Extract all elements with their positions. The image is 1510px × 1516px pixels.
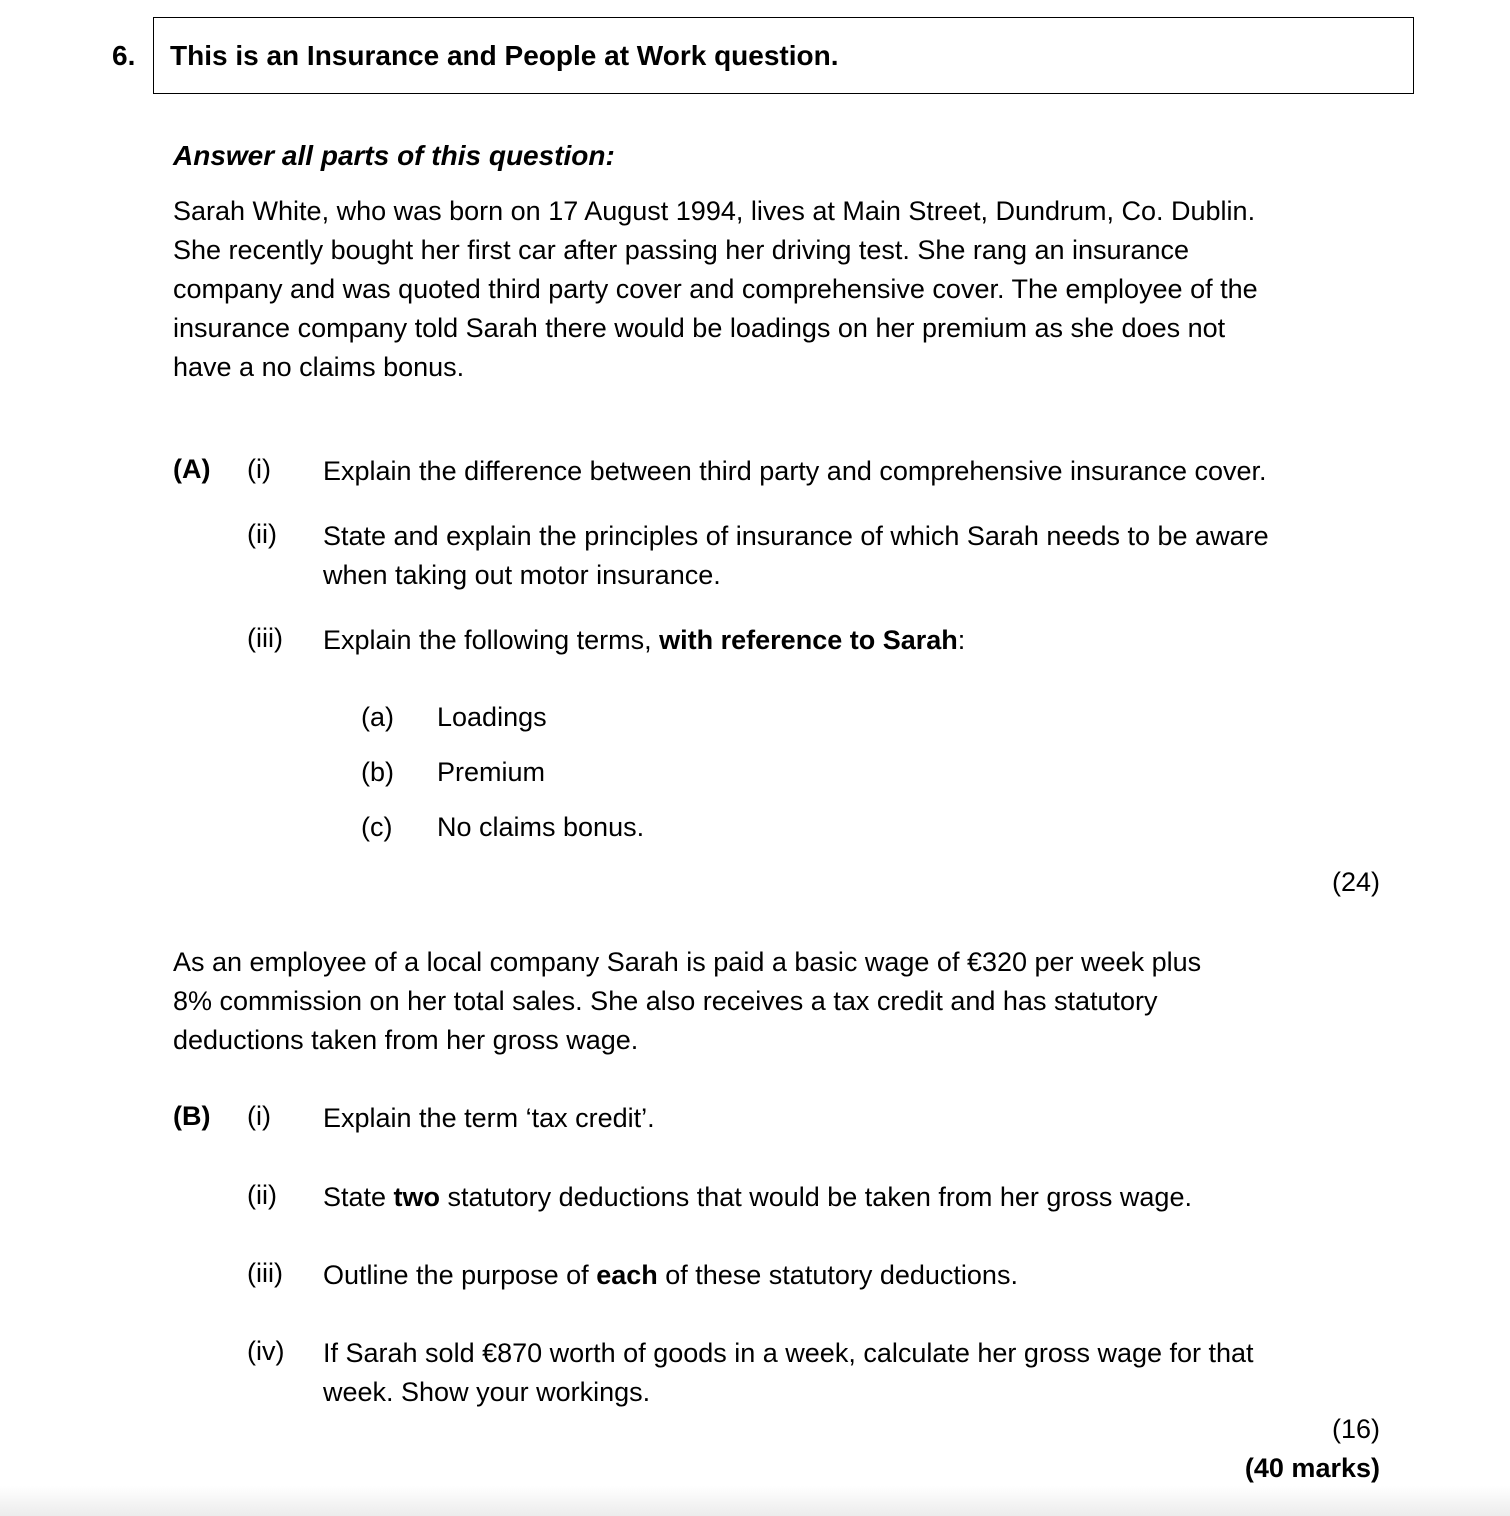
intro-line: insurance company told Sarah there would be loadings on her premium as she does not — [173, 313, 1226, 343]
part-b-iii-text — [323, 1256, 1018, 1295]
part-a-marks: (24) — [1331, 867, 1380, 897]
part-b-iv-text — [323, 1334, 1254, 1412]
middle-line: As an employee of a local company Sarah is paid a basic wage of €320 per week plus — [173, 947, 1202, 977]
part-a-iii-text-post: : — [957, 625, 966, 655]
question-number: 6. — [112, 40, 136, 71]
part-a-iii-text-pre: Explain the following terms, — [323, 625, 660, 655]
part-b-marks: (16) — [1331, 1414, 1380, 1444]
part-b-iv-num: (iv) — [247, 1336, 285, 1366]
part-b-ii-num: (ii) — [247, 1180, 277, 1210]
intro-line: company and was quoted third party cover and comprehensive cover. The employee of the — [173, 274, 1258, 304]
part-a-i-text: Explain the difference between third party and comprehensive insurance cover. — [323, 456, 1267, 486]
part-a-label: (A) — [173, 454, 211, 484]
part-b-iii-num: (iii) — [247, 1258, 283, 1288]
middle-line: 8% commission on her total sales. She also receives a tax credit and has statutory — [173, 986, 1158, 1016]
part-b-iii-text-bold: each — [596, 1260, 658, 1290]
part-b-i-text: Explain the term ‘tax credit’. — [323, 1103, 655, 1133]
sub-item-num: (c) — [361, 812, 393, 842]
intro-line: have a no claims bonus. — [173, 352, 465, 382]
part-b-iv-line: week. Show your workings. — [323, 1377, 651, 1407]
sub-item-num: (b) — [361, 757, 394, 787]
part-a-ii-line: when taking out motor insurance. — [323, 560, 721, 590]
part-a-ii-line: State and explain the principles of insurance of which Sarah needs to be aware — [323, 521, 1269, 551]
sub-item-text: Premium — [437, 757, 546, 787]
part-a-iii-num: (iii) — [247, 623, 283, 653]
instruction: Answer all parts of this question: — [173, 140, 615, 171]
part-a-ii-num: (ii) — [247, 519, 277, 549]
part-b-ii-text-pre: State — [323, 1182, 394, 1212]
sub-item-text: No claims bonus. — [437, 812, 645, 842]
middle-line: deductions taken from her gross wage. — [173, 1025, 639, 1055]
part-b-iii-text-pre: Outline the purpose of — [323, 1260, 597, 1290]
intro-line: Sarah White, who was born on 17 August 1994, lives at Main Street, Dundrum, Co. Dublin. — [173, 196, 1256, 226]
part-a-i-num: (i) — [247, 454, 271, 484]
part-b-ii-text — [323, 1178, 1192, 1217]
intro-line: She recently bought her first car after passing her driving test. She rang an insurance — [173, 235, 1190, 265]
part-b-label: (B) — [173, 1101, 211, 1131]
page-bottom-edge — [0, 1486, 1510, 1516]
part-b-ii-text-bold: two — [393, 1182, 441, 1212]
middle-paragraph — [173, 943, 1201, 1060]
part-b-iii-text-post: of these statutory deductions. — [657, 1260, 1018, 1290]
part-a-iii-text — [323, 621, 965, 660]
part-a-iii-text-bold: with reference to Sarah — [659, 625, 958, 655]
part-b-i-num: (i) — [247, 1101, 271, 1131]
question-title: This is an Insurance and People at Work question. — [170, 40, 839, 71]
sub-item-text: Loadings — [437, 702, 547, 732]
part-b-iv-line: If Sarah sold €870 worth of goods in a week, calculate her gross wage for that — [323, 1338, 1254, 1368]
total-marks: (40 marks) — [1244, 1453, 1380, 1483]
sub-item-num: (a) — [361, 702, 394, 732]
part-a-ii-text — [323, 517, 1269, 595]
intro-paragraph — [173, 192, 1258, 387]
part-b-ii-text-post: statutory deductions that would be taken from her gross wage. — [440, 1182, 1192, 1212]
